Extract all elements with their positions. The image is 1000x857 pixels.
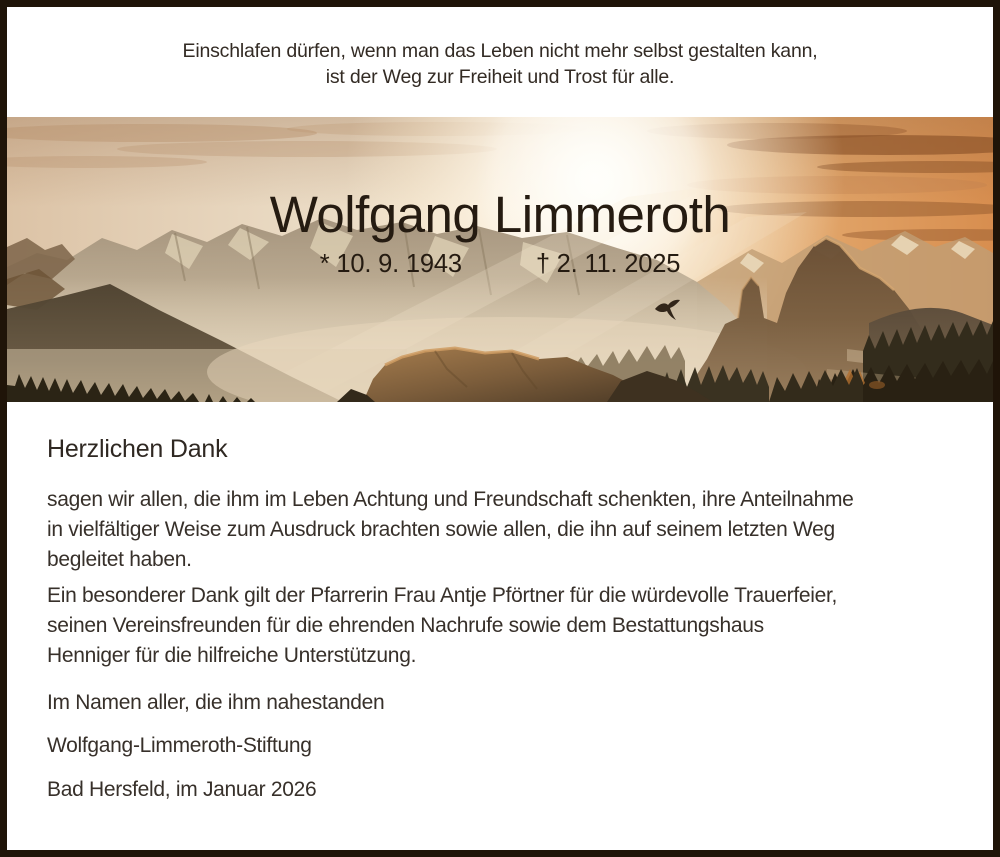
foundation-signature: Wolfgang-Limmeroth-Stiftung xyxy=(47,734,312,757)
text-line: in vielfältiger Weise zum Ausdruck brachten sowie allen, die ihn auf seinem letzten Weg xyxy=(47,518,835,541)
death-date: † 2. 11. 2025 xyxy=(535,250,681,278)
birth-date: * 10. 9. 1943 xyxy=(319,250,462,278)
thanks-heading: Herzlichen Dank xyxy=(47,435,228,463)
closing-line: Im Namen aller, die ihm nahestanden xyxy=(47,691,385,714)
deceased-name: Wolfgang Limmeroth xyxy=(269,186,731,243)
text-line: begleitet haben. xyxy=(47,548,192,571)
epigraph xyxy=(7,38,993,90)
text-line: Henniger für die hilfreiche Unterstützung. xyxy=(47,644,417,667)
place-date-line: Bad Hersfeld, im Januar 2026 xyxy=(47,778,317,801)
epigraph-line-2: ist der Weg zur Freiheit und Trost für alle. xyxy=(325,66,675,88)
epigraph-line-1: Einschlafen dürfen, wenn man das Leben nicht mehr selbst gestalten kann, xyxy=(182,40,818,62)
life-dates xyxy=(7,250,993,279)
thanks-paragraph-2 xyxy=(47,581,837,671)
memorial-landscape-image xyxy=(7,117,993,402)
thanks-paragraph-1 xyxy=(47,485,854,575)
text-line: seinen Vereinsfreunden für die ehrenden Nachrufe sowie dem Bestattungshaus xyxy=(47,614,764,637)
text-line: Ein besonderer Dank gilt der Pfarrerin Frau Antje Pförtner für die würdevolle Trauerfeier, xyxy=(47,584,838,607)
text-line: sagen wir allen, die ihm im Leben Achtung und Freundschaft schenkten, ihre Anteilnahme xyxy=(47,488,854,511)
